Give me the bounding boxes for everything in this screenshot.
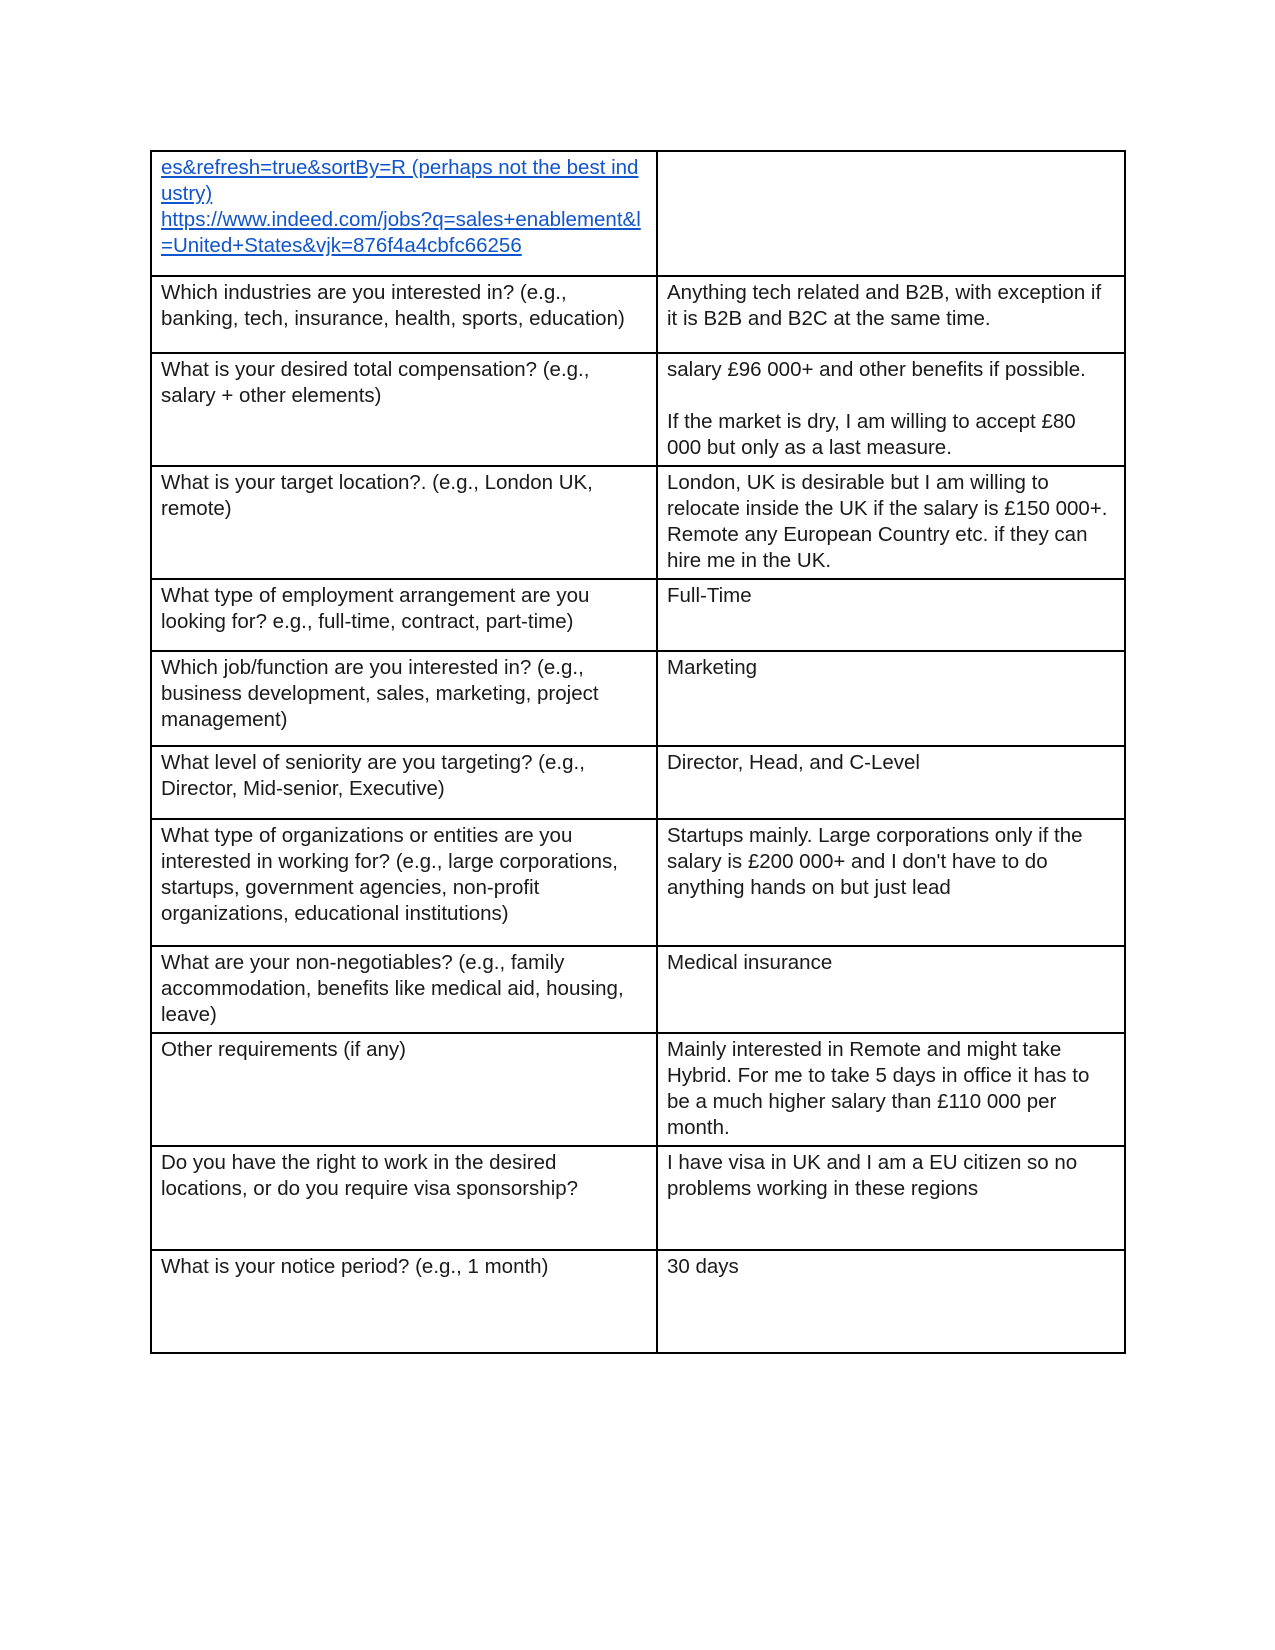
question-cell: Which industries are you interested in? (e.g., banking, tech, insurance, health, sports, education) <box>151 276 657 353</box>
answer-text: Anything tech related and B2B, with exception if it is B2B and B2C at the same time. <box>667 281 1102 330</box>
question-cell: What level of seniority are you targeting? (e.g., Director, Mid-senior, Executive) <box>151 746 657 819</box>
answer-cell <box>657 1033 1125 1146</box>
table-row <box>151 579 1125 651</box>
table-row <box>151 1033 1125 1146</box>
question-cell: What type of organizations or entities are you interested in working for? (e.g., large corporations, startups, government agencies, non-profit organizations, educational institutions) <box>151 819 657 946</box>
table-row <box>151 651 1125 746</box>
answer-cell <box>657 579 1125 651</box>
table-row <box>151 276 1125 353</box>
question-cell: Other requirements (if any) <box>151 1033 657 1146</box>
table-row <box>151 353 1125 466</box>
answer-text: Director, Head, and C-Level <box>667 751 920 774</box>
links-cell <box>151 151 657 276</box>
answer-text: I have visa in UK and I am a EU citizen so no problems working in these regions <box>667 1151 1078 1200</box>
answer-cell <box>657 466 1125 579</box>
questionnaire-table <box>150 150 1126 1354</box>
table-row <box>151 466 1125 579</box>
answer-cell <box>657 1146 1125 1250</box>
table-row <box>151 819 1125 946</box>
answer-text: Full-Time <box>667 584 752 607</box>
question-cell: Do you have the right to work in the desired locations, or do you require visa sponsorship? <box>151 1146 657 1250</box>
question-cell: What is your notice period? (e.g., 1 month) <box>151 1250 657 1353</box>
question-cell: What type of employment arrangement are you looking for? e.g., full-time, contract, part-time) <box>151 579 657 651</box>
links-answer-cell <box>657 151 1125 276</box>
answer-cell <box>657 353 1125 466</box>
question-cell: What are your non-negotiables? (e.g., family accommodation, benefits like medical aid, housing, leave) <box>151 946 657 1033</box>
answer-text: London, UK is desirable but I am willing to relocate inside the UK if the salary is £150 000+. Remote any European Country etc. if they can hire me in the UK. <box>667 471 1108 572</box>
table-row <box>151 746 1125 819</box>
table-row <box>151 1146 1125 1250</box>
answer-cell <box>657 819 1125 946</box>
table-row-links <box>151 151 1125 276</box>
question-cell: What is your target location?. (e.g., London UK, remote) <box>151 466 657 579</box>
table-row <box>151 1250 1125 1353</box>
table-row <box>151 946 1125 1033</box>
answer-text: salary £96 000+ and other benefits if possible. <box>667 358 1086 381</box>
answer-cell <box>657 1250 1125 1353</box>
answer-text: If the market is dry, I am willing to accept £80 000 but only as a last measure. <box>667 410 1076 459</box>
answer-cell <box>657 946 1125 1033</box>
answer-cell <box>657 651 1125 746</box>
job-link-2[interactable]: https://www.indeed.com/jobs?q=sales+enablement&l=United+States&vjk=876f4a4cbfc66256 <box>161 208 641 257</box>
answer-text: Startups mainly. Large corporations only if the salary is £200 000+ and I don't have to do anything hands on but just lead <box>667 824 1083 899</box>
answer-text: 30 days <box>667 1255 739 1278</box>
answer-cell <box>657 746 1125 819</box>
job-link-1[interactable]: es&refresh=true&sortBy=R (perhaps not the best industry) <box>161 156 639 205</box>
answer-text: Mainly interested in Remote and might take Hybrid. For me to take 5 days in office it has to be a much higher salary than £110 000 per month. <box>667 1038 1090 1139</box>
question-cell: Which job/function are you interested in? (e.g., business development, sales, marketing, project management) <box>151 651 657 746</box>
answer-cell <box>657 276 1125 353</box>
document-page <box>150 150 1124 1354</box>
question-cell: What is your desired total compensation? (e.g., salary + other elements) <box>151 353 657 466</box>
answer-text: Medical insurance <box>667 951 833 974</box>
answer-text: Marketing <box>667 656 758 679</box>
